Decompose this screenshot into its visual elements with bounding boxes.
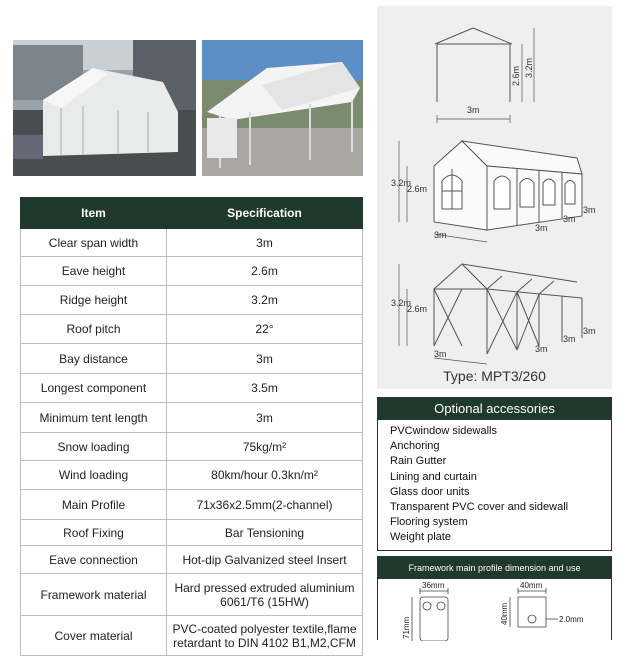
header-specification: Specification [167, 198, 363, 229]
closed-eave-label: 2.6m [407, 184, 428, 194]
tent-dimension-diagrams [377, 6, 612, 389]
main-profile-width-label: 36mm [422, 581, 445, 590]
framework-profile-box [377, 556, 612, 640]
row-spec: 75kg/m² [167, 433, 363, 461]
row-spec: Bar Tensioning [167, 520, 363, 546]
table-row [21, 315, 363, 344]
closed-bay-3-label: 3m [583, 205, 596, 215]
row-spec: 3m [167, 344, 363, 374]
row-spec: 3m [167, 403, 363, 433]
row-item: Bay distance [21, 344, 167, 374]
list-item: Transparent PVC cover and sidewall [390, 501, 569, 514]
closed-bay-2-label: 3m [563, 214, 576, 224]
accessories-title: Optional accessories [378, 398, 611, 420]
row-spec: Hot-dip Galvanized steel Insert [167, 546, 363, 574]
row-spec: 80km/hour 0.3kn/m² [167, 461, 363, 490]
accessories-list [378, 420, 611, 546]
row-item: Main Profile [21, 490, 167, 520]
row-item: Roof Fixing [21, 520, 167, 546]
small-profile-thickness-label: 2.0mm [559, 615, 584, 624]
list-item: Weight plate [390, 531, 451, 544]
profile-title: Framework main profile dimension and use [378, 557, 611, 579]
list-item: Lining and curtain [390, 470, 477, 483]
small-profile-width-label: 40mm [520, 581, 543, 590]
table-row [21, 574, 363, 616]
profile-section-drawings [378, 579, 611, 641]
row-item: Cover material [21, 616, 167, 656]
row-item: Eave connection [21, 546, 167, 574]
open-frame-drawing [434, 264, 582, 354]
row-spec: 71x36x2.5mm(2-channel) [167, 490, 363, 520]
open-bay-1-label: 3m [535, 344, 548, 354]
row-spec: 22° [167, 315, 363, 344]
open-bay-2-label: 3m [563, 334, 576, 344]
row-item: Wind loading [21, 461, 167, 490]
closed-bay-1-label: 3m [535, 223, 548, 233]
table-row [21, 374, 363, 403]
main-profile-height-label: 71mm [402, 616, 411, 639]
row-item: Framework material [21, 574, 167, 616]
open-width-label: 3m [434, 349, 447, 359]
tent-type-label: Type: MPT3/260 [443, 368, 546, 384]
small-profile-height-label: 40mm [500, 602, 509, 625]
row-spec: 3.5m [167, 374, 363, 403]
list-item: Rain Gutter [390, 455, 447, 468]
list-item: Glass door units [390, 485, 470, 498]
closed-ridge-label: 3.2m [391, 178, 412, 188]
front-eave-label: 2.6m [511, 65, 521, 86]
open-bay-3-label: 3m [583, 326, 596, 336]
header-item: Item [21, 198, 167, 229]
tent-photo-open-frame-image [202, 40, 363, 176]
list-item: Flooring system [390, 516, 468, 529]
row-spec: 2.6m [167, 257, 363, 286]
list-item: PVCwindow sidewalls [390, 425, 497, 437]
tent-photo-exterior-image [13, 40, 196, 176]
table-row [21, 520, 363, 546]
row-spec: 3m [167, 229, 363, 257]
open-ridge-label: 3.2m [391, 298, 412, 308]
row-item: Clear span width [21, 229, 167, 257]
row-spec: 3.2m [167, 286, 363, 315]
table-row [21, 461, 363, 490]
table-header-row [21, 198, 363, 229]
table-row [21, 229, 363, 257]
open-eave-label: 2.6m [407, 304, 428, 314]
front-ridge-label: 3.2m [524, 57, 534, 78]
closed-width-label: 3m [434, 230, 447, 240]
row-item: Longest component [21, 374, 167, 403]
table-row [21, 616, 363, 656]
row-spec: PVC-coated polyester textile,flame retardant to DIN 4102 B1,M2,CFM [167, 616, 363, 656]
optional-accessories-box [377, 397, 612, 551]
row-item: Ridge height [21, 286, 167, 315]
row-item: Eave height [21, 257, 167, 286]
tent-diagrams-svg [377, 6, 612, 389]
table-row [21, 490, 363, 520]
table-row [21, 286, 363, 315]
row-item: Roof pitch [21, 315, 167, 344]
tent-photo-open-frame [202, 40, 363, 176]
row-item: Minimum tent length [21, 403, 167, 433]
closed-tent-drawing [434, 141, 582, 230]
front-width-label: 3m [467, 105, 480, 115]
table-row [21, 344, 363, 374]
table-row [21, 257, 363, 286]
table-row [21, 433, 363, 461]
tent-photo-exterior [13, 40, 196, 176]
table-row [21, 546, 363, 574]
table-row [21, 403, 363, 433]
row-item: Snow loading [21, 433, 167, 461]
list-item: Anchoring [390, 440, 440, 453]
row-spec: Hard pressed extruded aluminium 6061/T6 (15HW) [167, 574, 363, 616]
specification-table [20, 197, 363, 656]
